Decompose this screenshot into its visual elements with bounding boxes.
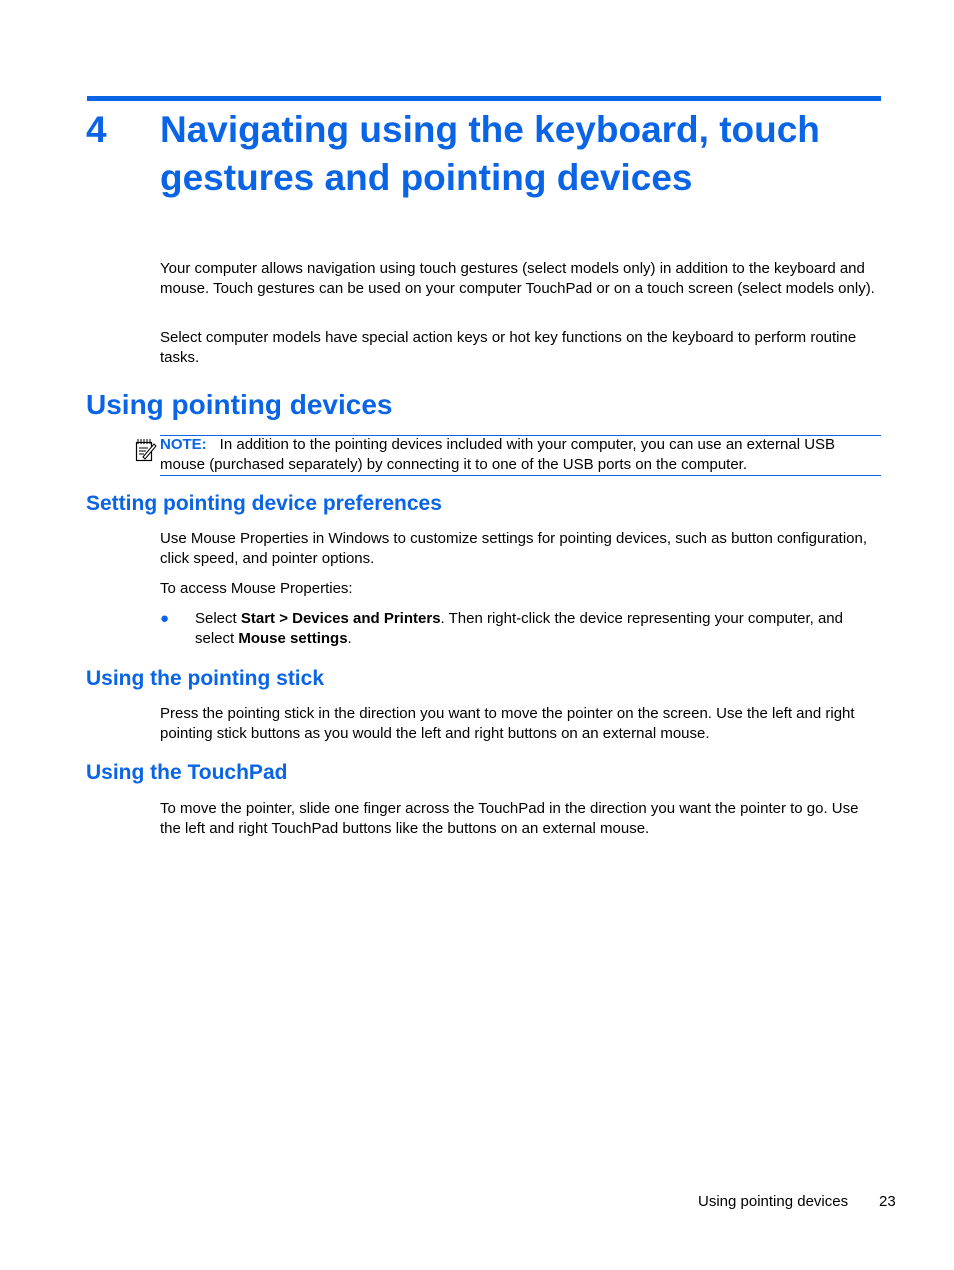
chapter-number: 4	[86, 109, 107, 150]
bullet-bold-path: Start > Devices and Printers	[240, 610, 441, 627]
intro-paragraph-2: Select computer models have special action keys or hot key functions on the keyboard to perform routine tasks.	[160, 329, 857, 366]
touchpad-heading: Using the TouchPad	[86, 761, 288, 784]
pointing-stick-paragraph: Press the pointing stick in the direction you want to move the pointer on the screen. Use the left and right pointing stick buttons as you would the left and right buttons on an external mouse.	[160, 705, 855, 742]
touchpad-paragraph: To move the pointer, slide one finger across the TouchPad in the direction you want the pointer to go. Use the left and right TouchPad buttons like the buttons on an external mouse.	[160, 800, 859, 837]
note-text	[160, 435, 880, 474]
preferences-paragraph-2: To access Mouse Properties:	[160, 580, 353, 597]
bullet-bold-setting: Mouse settings	[238, 629, 348, 647]
chapter-title: Navigating using the keyboard, touch gestures and pointing devices	[160, 109, 820, 198]
footer-section-title: Using pointing devices	[698, 1193, 849, 1210]
footer-page-number: 23	[879, 1193, 896, 1210]
note-pencil-icon	[135, 436, 157, 462]
note-body: In addition to the pointing devices included with your computer, you can use an external USB mouse (purchased separately) by connecting it to one of the USB ports on the computer.	[160, 436, 836, 473]
bullet-text	[195, 609, 885, 648]
bullet-middle: . Then right-click the device representing your computer, and select	[195, 610, 843, 647]
section-heading: Using pointing devices	[86, 389, 393, 420]
chapter-rule	[87, 96, 881, 101]
preferences-heading: Setting pointing device preferences	[86, 492, 442, 515]
note-label: NOTE:	[160, 436, 207, 453]
bullet-prefix: Select	[195, 610, 241, 627]
pointing-stick-heading: Using the pointing stick	[86, 667, 325, 690]
bullet-suffix: .	[347, 629, 352, 647]
preferences-paragraph-1: Use Mouse Properties in Windows to customize settings for pointing devices, such as button configuration, click speed, and pointer options.	[160, 530, 868, 567]
bullet-marker: ●	[160, 610, 170, 627]
intro-paragraph-1: Your computer allows navigation using touch gestures (select models only) in addition to the keyboard and mouse. Touch gestures can be used on your computer TouchPad or on a touch screen (select models only).	[160, 260, 875, 297]
